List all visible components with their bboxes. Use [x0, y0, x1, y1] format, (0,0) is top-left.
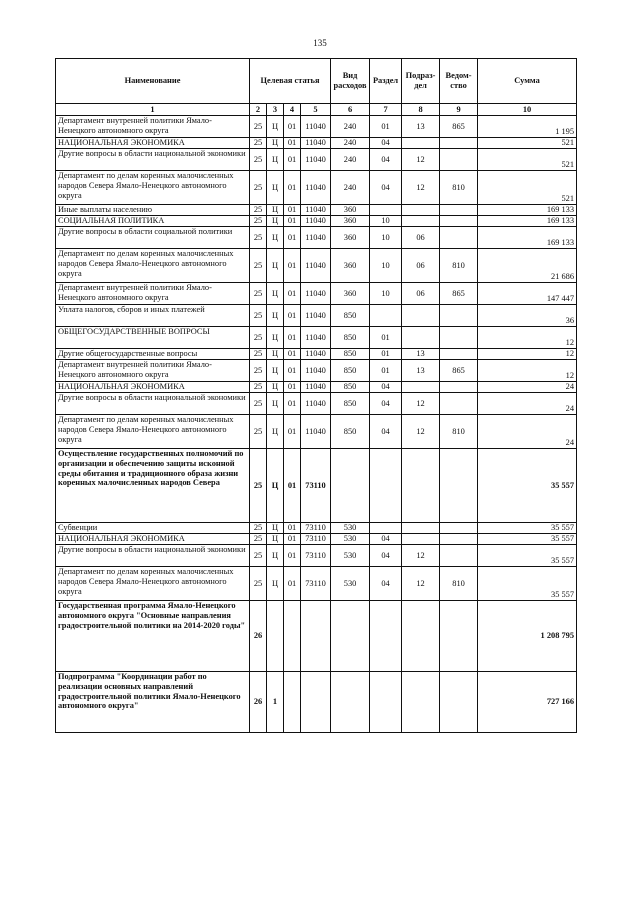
row-name: Другие общегосударственные вопросы	[56, 349, 250, 360]
cell-exp-type: 240	[331, 138, 370, 149]
cell-exp-type: 530	[331, 545, 370, 567]
cell-code: 73110	[301, 545, 331, 567]
cell-sum: 36	[478, 305, 577, 327]
table-row	[56, 205, 577, 216]
cell-code: 01	[284, 393, 301, 415]
cell-code: 01	[284, 567, 301, 601]
cell-code: 25	[250, 205, 267, 216]
cell-code: 11040	[301, 283, 331, 305]
cell-code: 25	[250, 382, 267, 393]
cell-department: 810	[440, 415, 478, 449]
cell-code: 25	[250, 305, 267, 327]
header-subsection: Подраз-дел	[402, 59, 440, 104]
row-name: Государственная программа Ямало-Ненецкого автономного округа "Основные направления градостроительной политики на 2014-2020 годы"	[56, 601, 250, 672]
cell-exp-type: 360	[331, 216, 370, 227]
cell-code: 11040	[301, 393, 331, 415]
cell-code: 11040	[301, 116, 331, 138]
table-row	[56, 534, 577, 545]
cell-sum: 24	[478, 415, 577, 449]
cell-code: 11040	[301, 205, 331, 216]
col-number: 2	[250, 104, 267, 116]
col-number: 4	[284, 104, 301, 116]
table-row	[56, 545, 577, 567]
row-name: Департамент внутренней политики Ямало-Ненецкого автономного округа	[56, 283, 250, 305]
cell-sum: 12	[478, 349, 577, 360]
cell-section: 04	[370, 534, 402, 545]
cell-section: 10	[370, 227, 402, 249]
row-name: Иные выплаты населению	[56, 205, 250, 216]
cell-code: 11040	[301, 227, 331, 249]
cell-code: 01	[284, 449, 301, 523]
cell-code: 26	[250, 601, 267, 672]
cell-sum: 35 557	[478, 534, 577, 545]
page-number: 135	[313, 38, 327, 48]
cell-sum: 24	[478, 393, 577, 415]
cell-code: 01	[284, 545, 301, 567]
cell-code: 25	[250, 349, 267, 360]
cell-sum: 35 557	[478, 523, 577, 534]
cell-code: 25	[250, 545, 267, 567]
cell-code: Ц	[267, 116, 284, 138]
row-name: Уплата налогов, сборов и иных платежей	[56, 305, 250, 327]
cell-code: 01	[284, 205, 301, 216]
cell-section: 01	[370, 327, 402, 349]
cell-subsection	[402, 327, 440, 349]
col-number: 1	[56, 104, 250, 116]
cell-sum: 1 195	[478, 116, 577, 138]
cell-code: 11040	[301, 171, 331, 205]
cell-code: Ц	[267, 349, 284, 360]
col-number: 10	[478, 104, 577, 116]
cell-section: 10	[370, 283, 402, 305]
table-row	[56, 149, 577, 171]
cell-code: 25	[250, 393, 267, 415]
cell-code: 25	[250, 534, 267, 545]
col-number: 3	[267, 104, 284, 116]
cell-code: 01	[284, 116, 301, 138]
cell-code	[301, 672, 331, 733]
cell-exp-type: 530	[331, 567, 370, 601]
header-row	[56, 59, 577, 104]
cell-exp-type: 850	[331, 327, 370, 349]
cell-sum: 21 686	[478, 249, 577, 283]
cell-code: Ц	[267, 449, 284, 523]
cell-exp-type: 850	[331, 305, 370, 327]
cell-section: 10	[370, 249, 402, 283]
cell-section: 04	[370, 393, 402, 415]
cell-department	[440, 523, 478, 534]
cell-code: Ц	[267, 545, 284, 567]
cell-code: 25	[250, 216, 267, 227]
row-name: НАЦИОНАЛЬНАЯ ЭКОНОМИКА	[56, 138, 250, 149]
cell-code: 01	[284, 523, 301, 534]
cell-subsection: 12	[402, 567, 440, 601]
cell-exp-type: 360	[331, 227, 370, 249]
table-row	[56, 672, 577, 733]
header-exp-type: Вид расходов	[331, 59, 370, 104]
cell-subsection	[402, 216, 440, 227]
cell-code: 25	[250, 415, 267, 449]
cell-subsection: 12	[402, 415, 440, 449]
cell-section: 01	[370, 349, 402, 360]
cell-sum: 169 133	[478, 205, 577, 216]
cell-section: 04	[370, 382, 402, 393]
cell-code: 25	[250, 567, 267, 601]
cell-section: 04	[370, 545, 402, 567]
table-row	[56, 327, 577, 349]
cell-subsection: 12	[402, 171, 440, 205]
cell-subsection: 12	[402, 545, 440, 567]
cell-department	[440, 545, 478, 567]
cell-code: Ц	[267, 567, 284, 601]
cell-department	[440, 149, 478, 171]
row-name: СОЦИАЛЬНАЯ ПОЛИТИКА	[56, 216, 250, 227]
cell-department: 865	[440, 283, 478, 305]
cell-department: 865	[440, 116, 478, 138]
cell-section	[370, 672, 402, 733]
cell-exp-type: 850	[331, 382, 370, 393]
table-row	[56, 283, 577, 305]
cell-code: 11040	[301, 349, 331, 360]
cell-subsection	[402, 601, 440, 672]
budget-table	[55, 58, 577, 733]
cell-code: Ц	[267, 138, 284, 149]
header-department: Ведом-ство	[440, 59, 478, 104]
table-row	[56, 305, 577, 327]
col-number: 5	[301, 104, 331, 116]
cell-code: 25	[250, 116, 267, 138]
cell-code: Ц	[267, 382, 284, 393]
cell-section: 04	[370, 567, 402, 601]
cell-code: Ц	[267, 249, 284, 283]
header-name: Наименование	[56, 59, 250, 104]
cell-subsection: 06	[402, 249, 440, 283]
cell-code: 01	[284, 382, 301, 393]
cell-code: Ц	[267, 171, 284, 205]
cell-sum: 521	[478, 138, 577, 149]
cell-code	[284, 672, 301, 733]
cell-code: 11040	[301, 305, 331, 327]
cell-exp-type: 530	[331, 523, 370, 534]
cell-code: 25	[250, 449, 267, 523]
cell-subsection	[402, 382, 440, 393]
cell-code: 25	[250, 227, 267, 249]
cell-exp-type: 240	[331, 116, 370, 138]
table-row	[56, 216, 577, 227]
row-name: Департамент по делам коренных малочисленных народов Севера Ямало-Ненецкого автономного округа	[56, 249, 250, 283]
cell-code: 11040	[301, 138, 331, 149]
row-name: Департамент по делам коренных малочисленных народов Севера Ямало-Ненецкого автономного округа	[56, 415, 250, 449]
table-row	[56, 601, 577, 672]
cell-sum: 12	[478, 327, 577, 349]
table-row	[56, 116, 577, 138]
cell-sum: 169 133	[478, 227, 577, 249]
cell-department	[440, 534, 478, 545]
header-section: Раздел	[370, 59, 402, 104]
cell-exp-type	[331, 672, 370, 733]
cell-code: 01	[284, 534, 301, 545]
cell-code: 73110	[301, 534, 331, 545]
cell-section	[370, 601, 402, 672]
cell-section: 04	[370, 415, 402, 449]
cell-section: 04	[370, 149, 402, 171]
cell-section	[370, 523, 402, 534]
row-name: Департамент внутренней политики Ямало-Ненецкого автономного округа	[56, 116, 250, 138]
cell-code: Ц	[267, 327, 284, 349]
cell-department	[440, 205, 478, 216]
column-number-row	[56, 104, 577, 116]
cell-code: 01	[284, 149, 301, 171]
row-name: Другие вопросы в области социальной политики	[56, 227, 250, 249]
cell-sum: 24	[478, 382, 577, 393]
row-name: Субвенции	[56, 523, 250, 534]
cell-sum: 147 447	[478, 283, 577, 305]
cell-section: 04	[370, 138, 402, 149]
cell-exp-type: 240	[331, 149, 370, 171]
cell-subsection: 06	[402, 283, 440, 305]
cell-code	[301, 601, 331, 672]
cell-code	[267, 601, 284, 672]
cell-subsection: 13	[402, 116, 440, 138]
cell-department	[440, 672, 478, 733]
row-name: Департамент по делам коренных малочисленных народов Севера Ямало-Ненецкого автономного округа	[56, 567, 250, 601]
cell-section: 10	[370, 216, 402, 227]
cell-code: Ц	[267, 227, 284, 249]
cell-code: 25	[250, 327, 267, 349]
cell-exp-type: 360	[331, 249, 370, 283]
cell-code: Ц	[267, 523, 284, 534]
cell-code: 01	[284, 227, 301, 249]
table-row	[56, 249, 577, 283]
cell-exp-type: 850	[331, 360, 370, 382]
cell-code: Ц	[267, 393, 284, 415]
header-sum: Сумма	[478, 59, 577, 104]
cell-code: Ц	[267, 305, 284, 327]
row-name: Осуществление государственных полномочий по организации и обеспечению защиты исконной среды обитания и традиционного образа жизни коренных малочисленных народов Севера	[56, 449, 250, 523]
cell-subsection: 12	[402, 393, 440, 415]
cell-code: Ц	[267, 415, 284, 449]
cell-subsection: 13	[402, 349, 440, 360]
cell-code: 25	[250, 249, 267, 283]
cell-department: 810	[440, 249, 478, 283]
cell-sum: 35 557	[478, 545, 577, 567]
cell-department	[440, 227, 478, 249]
header-target: Целевая статья	[250, 59, 331, 104]
cell-code: 01	[284, 283, 301, 305]
cell-department	[440, 393, 478, 415]
row-name: Другие вопросы в области национальной экономики	[56, 149, 250, 171]
cell-department	[440, 216, 478, 227]
cell-subsection: 13	[402, 360, 440, 382]
cell-subsection: 06	[402, 227, 440, 249]
cell-subsection	[402, 672, 440, 733]
cell-code: 01	[284, 138, 301, 149]
cell-code: 11040	[301, 382, 331, 393]
cell-code: 01	[284, 305, 301, 327]
cell-code: Ц	[267, 283, 284, 305]
cell-sum: 1 208 795	[478, 601, 577, 672]
cell-code: 73110	[301, 523, 331, 534]
cell-code: 01	[284, 349, 301, 360]
cell-subsection	[402, 305, 440, 327]
cell-code: 01	[284, 216, 301, 227]
table-row	[56, 393, 577, 415]
cell-code: 11040	[301, 327, 331, 349]
table-row	[56, 415, 577, 449]
cell-department: 810	[440, 171, 478, 205]
cell-exp-type: 240	[331, 171, 370, 205]
cell-exp-type: 530	[331, 534, 370, 545]
cell-code: 1	[267, 672, 284, 733]
table-row	[56, 382, 577, 393]
cell-section: 01	[370, 360, 402, 382]
cell-section	[370, 205, 402, 216]
cell-exp-type	[331, 601, 370, 672]
row-name: Другие вопросы в области национальной экономики	[56, 393, 250, 415]
col-number: 7	[370, 104, 402, 116]
cell-code: Ц	[267, 216, 284, 227]
row-name: НАЦИОНАЛЬНАЯ ЭКОНОМИКА	[56, 382, 250, 393]
cell-code: 73110	[301, 449, 331, 523]
table-row	[56, 349, 577, 360]
cell-code: 01	[284, 249, 301, 283]
cell-code: 11040	[301, 360, 331, 382]
cell-code: 01	[284, 360, 301, 382]
cell-subsection	[402, 534, 440, 545]
cell-department	[440, 382, 478, 393]
table-row	[56, 171, 577, 205]
cell-section	[370, 305, 402, 327]
cell-sum: 169 133	[478, 216, 577, 227]
cell-department	[440, 327, 478, 349]
cell-subsection	[402, 138, 440, 149]
row-name: Департамент по делам коренных малочисленных народов Севера Ямало-Ненецкого автономного округа	[56, 171, 250, 205]
cell-exp-type: 850	[331, 349, 370, 360]
cell-code: Ц	[267, 205, 284, 216]
cell-code: 11040	[301, 415, 331, 449]
cell-section	[370, 449, 402, 523]
cell-code: 01	[284, 415, 301, 449]
cell-department	[440, 138, 478, 149]
cell-department	[440, 601, 478, 672]
cell-exp-type: 360	[331, 283, 370, 305]
cell-exp-type	[331, 449, 370, 523]
cell-code: 26	[250, 672, 267, 733]
cell-code: 25	[250, 283, 267, 305]
cell-code: Ц	[267, 360, 284, 382]
cell-sum: 12	[478, 360, 577, 382]
cell-code: 11040	[301, 216, 331, 227]
cell-exp-type: 360	[331, 205, 370, 216]
cell-code: 73110	[301, 567, 331, 601]
cell-department: 865	[440, 360, 478, 382]
cell-department	[440, 449, 478, 523]
cell-department	[440, 349, 478, 360]
col-number: 9	[440, 104, 478, 116]
row-name: Другие вопросы в области национальной экономики	[56, 545, 250, 567]
cell-code	[284, 601, 301, 672]
cell-exp-type: 850	[331, 415, 370, 449]
cell-code: 25	[250, 138, 267, 149]
table-row	[56, 449, 577, 523]
cell-code: 11040	[301, 149, 331, 171]
cell-sum: 727 166	[478, 672, 577, 733]
cell-code: Ц	[267, 534, 284, 545]
cell-code: 25	[250, 523, 267, 534]
cell-subsection	[402, 449, 440, 523]
cell-subsection	[402, 205, 440, 216]
cell-department	[440, 305, 478, 327]
cell-sum: 521	[478, 149, 577, 171]
cell-subsection	[402, 523, 440, 534]
col-number: 6	[331, 104, 370, 116]
cell-subsection: 12	[402, 149, 440, 171]
row-name: Департамент внутренней политики Ямало-Ненецкого автономного округа	[56, 360, 250, 382]
cell-sum: 35 557	[478, 567, 577, 601]
cell-code: 11040	[301, 249, 331, 283]
table-row	[56, 227, 577, 249]
cell-department: 810	[440, 567, 478, 601]
col-number: 8	[402, 104, 440, 116]
row-name: НАЦИОНАЛЬНАЯ ЭКОНОМИКА	[56, 534, 250, 545]
table-row	[56, 138, 577, 149]
cell-exp-type: 850	[331, 393, 370, 415]
cell-code: 25	[250, 171, 267, 205]
row-name: Подпрограмма "Координации работ по реализации основных направлений градостроительной политики Ямало-Ненецкого автономного округа"	[56, 672, 250, 733]
table-row	[56, 567, 577, 601]
cell-sum: 521	[478, 171, 577, 205]
cell-code: Ц	[267, 149, 284, 171]
cell-code: 01	[284, 171, 301, 205]
row-name: ОБЩЕГОСУДАРСТВЕННЫЕ ВОПРОСЫ	[56, 327, 250, 349]
cell-code: 25	[250, 149, 267, 171]
table-row	[56, 360, 577, 382]
cell-code: 25	[250, 360, 267, 382]
cell-sum: 35 557	[478, 449, 577, 523]
cell-code: 01	[284, 327, 301, 349]
table-row	[56, 523, 577, 534]
cell-section: 04	[370, 171, 402, 205]
cell-section: 01	[370, 116, 402, 138]
